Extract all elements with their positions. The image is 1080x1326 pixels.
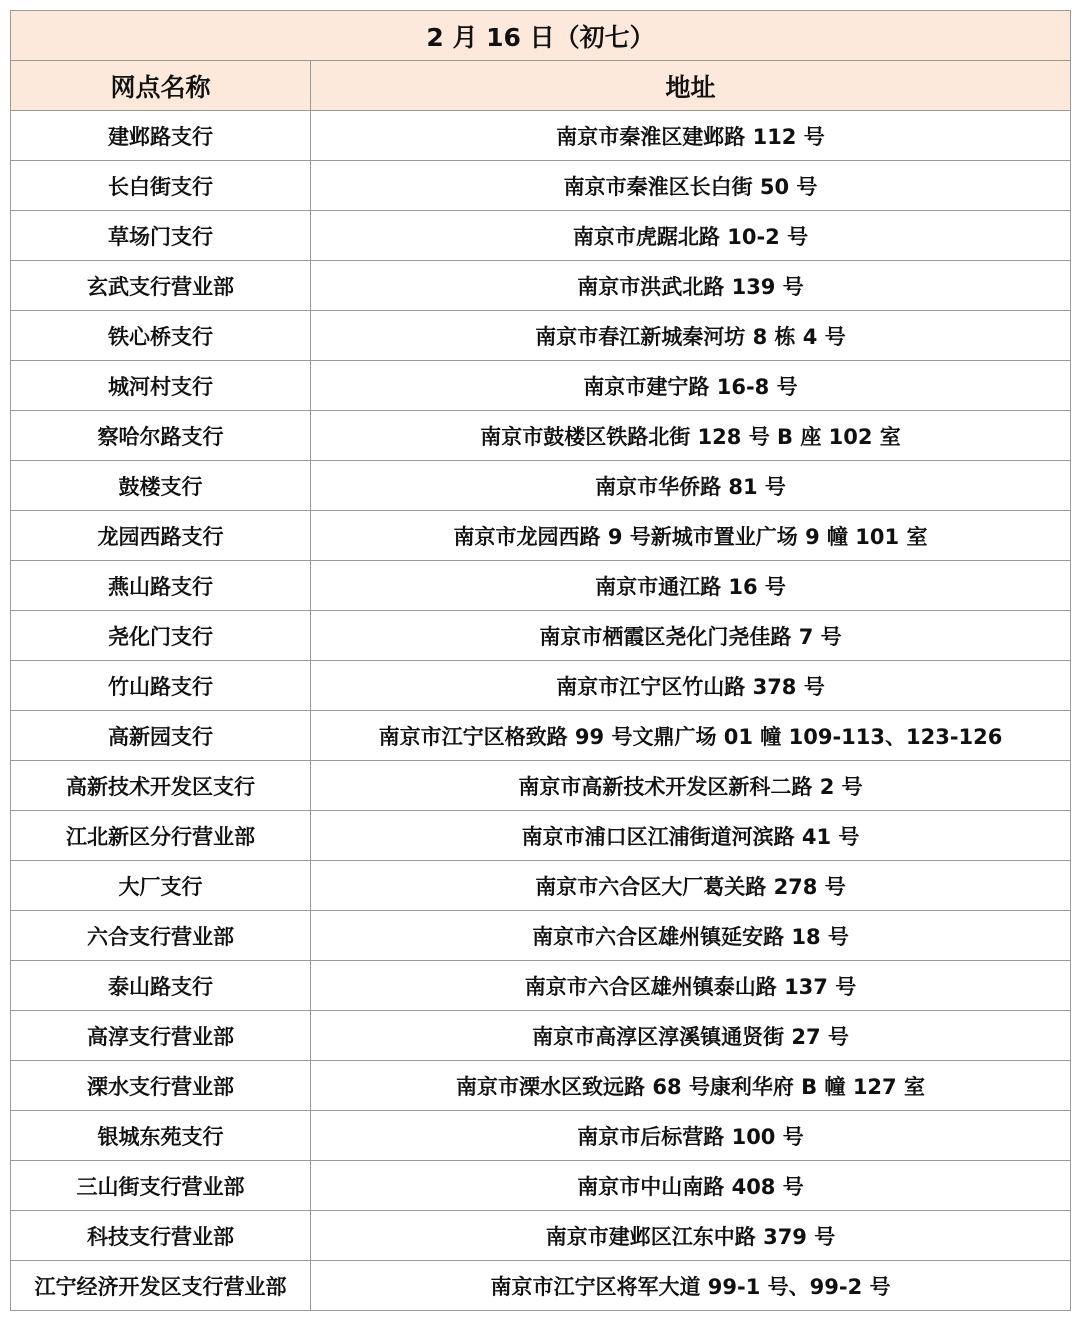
address-cell: 南京市六合区雄州镇延安路 18 号	[311, 911, 1071, 961]
branch-name-cell: 建邺路支行	[11, 111, 311, 161]
address-cell: 南京市六合区大厂葛关路 278 号	[311, 861, 1071, 911]
branch-name-cell: 长白街支行	[11, 161, 311, 211]
branch-name-cell: 江北新区分行营业部	[11, 811, 311, 861]
address-cell: 南京市虎踞北路 10-2 号	[311, 211, 1071, 261]
address-cell: 南京市溧水区致远路 68 号康利华府 B 幢 127 室	[311, 1061, 1071, 1111]
branch-name-cell: 玄武支行营业部	[11, 261, 311, 311]
address-cell: 南京市六合区雄州镇泰山路 137 号	[311, 961, 1071, 1011]
branch-name-cell: 溧水支行营业部	[11, 1061, 311, 1111]
address-cell: 南京市栖霞区尧化门尧佳路 7 号	[311, 611, 1071, 661]
table-row	[11, 661, 1071, 711]
address-cell: 南京市龙园西路 9 号新城市置业广场 9 幢 101 室	[311, 511, 1071, 561]
address-cell: 南京市华侨路 81 号	[311, 461, 1071, 511]
header-branch-name: 网点名称	[11, 61, 311, 111]
branch-name-cell: 燕山路支行	[11, 561, 311, 611]
header-address: 地址	[311, 61, 1071, 111]
table-row	[11, 511, 1071, 561]
branch-name-cell: 竹山路支行	[11, 661, 311, 711]
branch-table	[10, 10, 1071, 1311]
branch-name-cell: 高新园支行	[11, 711, 311, 761]
branch-name-cell: 铁心桥支行	[11, 311, 311, 361]
address-cell: 南京市高淳区淳溪镇通贤街 27 号	[311, 1011, 1071, 1061]
table-row	[11, 861, 1071, 911]
address-cell: 南京市建邺区江东中路 379 号	[311, 1211, 1071, 1261]
table-title-row	[11, 11, 1071, 61]
address-cell: 南京市江宁区竹山路 378 号	[311, 661, 1071, 711]
branch-name-cell: 龙园西路支行	[11, 511, 311, 561]
branch-name-cell: 泰山路支行	[11, 961, 311, 1011]
address-cell: 南京市后标营路 100 号	[311, 1111, 1071, 1161]
address-cell: 南京市秦淮区建邺路 112 号	[311, 111, 1071, 161]
branch-name-cell: 草场门支行	[11, 211, 311, 261]
table-row	[11, 1211, 1071, 1261]
table-row	[11, 461, 1071, 511]
branch-name-cell: 城河村支行	[11, 361, 311, 411]
table-row	[11, 1061, 1071, 1111]
table-row	[11, 761, 1071, 811]
table-row	[11, 1011, 1071, 1061]
table-row	[11, 1111, 1071, 1161]
branch-name-cell: 高新技术开发区支行	[11, 761, 311, 811]
table-row	[11, 311, 1071, 361]
table-row	[11, 911, 1071, 961]
branch-name-cell: 察哈尔路支行	[11, 411, 311, 461]
branch-name-cell: 高淳支行营业部	[11, 1011, 311, 1061]
branch-name-cell: 科技支行营业部	[11, 1211, 311, 1261]
table-row	[11, 161, 1071, 211]
branch-name-cell: 鼓楼支行	[11, 461, 311, 511]
address-cell: 南京市春江新城秦河坊 8 栋 4 号	[311, 311, 1071, 361]
table-row	[11, 261, 1071, 311]
table-row	[11, 111, 1071, 161]
branch-name-cell: 大厂支行	[11, 861, 311, 911]
table-row	[11, 961, 1071, 1011]
address-cell: 南京市江宁区格致路 99 号文鼎广场 01 幢 109-113、123-126	[311, 711, 1071, 761]
table-row	[11, 411, 1071, 461]
address-cell: 南京市鼓楼区铁路北街 128 号 B 座 102 室	[311, 411, 1071, 461]
table-row	[11, 211, 1071, 261]
table-row	[11, 361, 1071, 411]
table-row	[11, 811, 1071, 861]
address-cell: 南京市建宁路 16-8 号	[311, 361, 1071, 411]
address-cell: 南京市浦口区江浦街道河滨路 41 号	[311, 811, 1071, 861]
address-cell: 南京市高新技术开发区新科二路 2 号	[311, 761, 1071, 811]
table-row	[11, 611, 1071, 661]
branch-name-cell: 江宁经济开发区支行营业部	[11, 1261, 311, 1311]
address-cell: 南京市通江路 16 号	[311, 561, 1071, 611]
branch-name-cell: 尧化门支行	[11, 611, 311, 661]
address-cell: 南京市中山南路 408 号	[311, 1161, 1071, 1211]
branch-name-cell: 三山街支行营业部	[11, 1161, 311, 1211]
address-cell: 南京市洪武北路 139 号	[311, 261, 1071, 311]
branch-name-cell: 银城东苑支行	[11, 1111, 311, 1161]
branch-name-cell: 六合支行营业部	[11, 911, 311, 961]
address-cell: 南京市秦淮区长白街 50 号	[311, 161, 1071, 211]
address-cell: 南京市江宁区将军大道 99-1 号、99-2 号	[311, 1261, 1071, 1311]
table-row	[11, 1161, 1071, 1211]
table-row	[11, 711, 1071, 761]
table-header-row	[11, 61, 1071, 111]
table-row	[11, 561, 1071, 611]
table-title: 2 月 16 日（初七）	[11, 11, 1071, 61]
table-row	[11, 1261, 1071, 1311]
